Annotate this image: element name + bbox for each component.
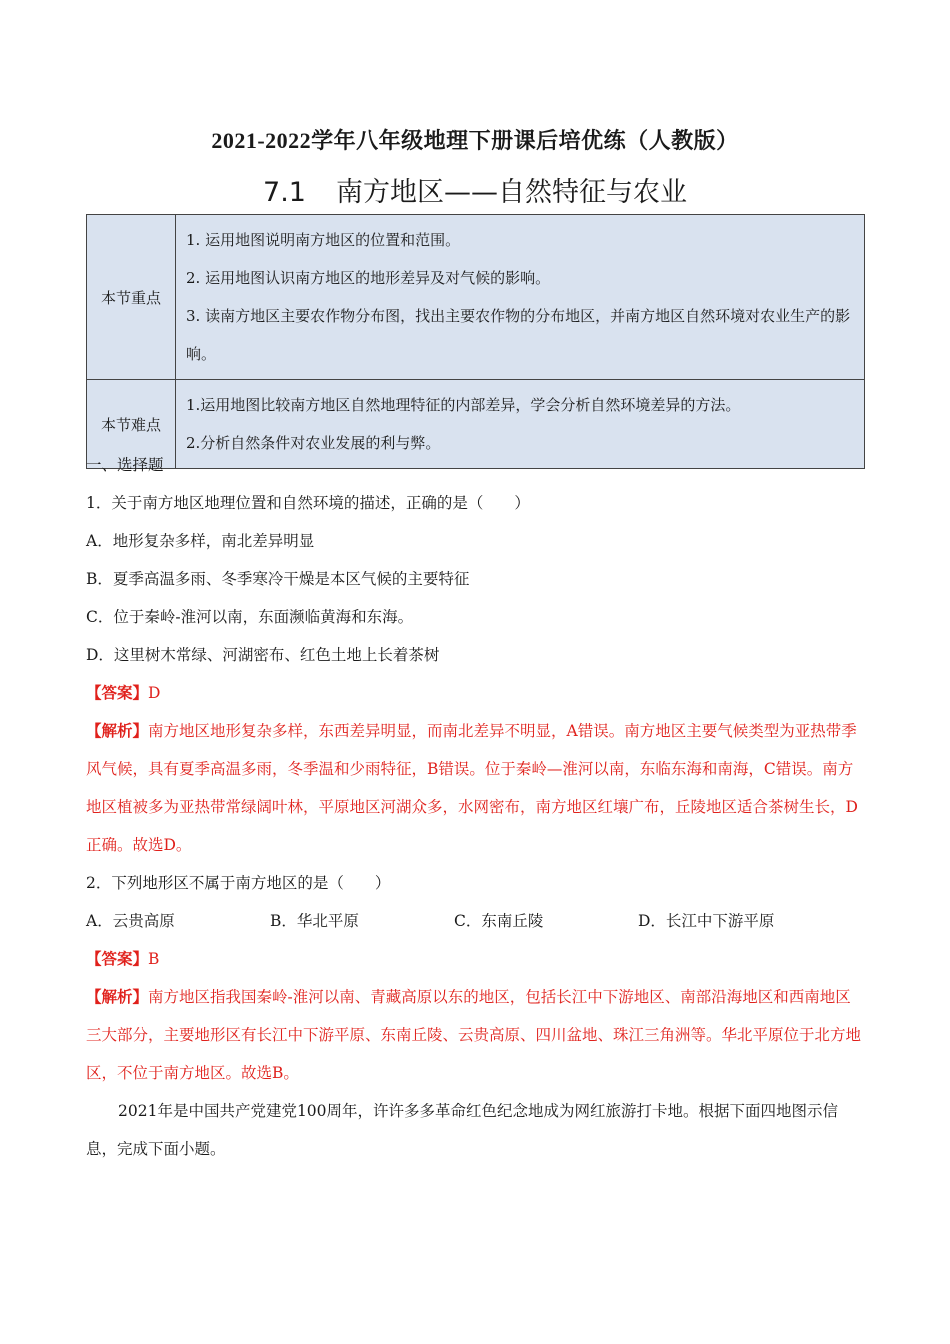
q1-option-a: A．地形复杂多样，南北差异明显	[86, 532, 315, 550]
q2-option-b: B．华北平原	[270, 912, 359, 930]
key-points-label: 本节重点	[87, 215, 176, 380]
answer-value: D	[148, 684, 161, 702]
section-title	[0, 170, 950, 209]
key-point-item: 2. 运用地图认识南方地区的地形差异及对气候的影响。	[186, 269, 551, 287]
analysis-text: 南方地区指我国秦岭-淮河以南、青藏高原以东的地区，包括长江中下游地区、南部沿海地区和西南地区三大部分，主要地形区有长江中下游平原、东南丘陵、云贵高原、四川盆地、珠江三角洲等。华北平原位于北方地区，不位于南方地区。故选B。	[86, 988, 862, 1082]
q2-option-c: C．东南丘陵	[454, 912, 544, 930]
q1-analysis	[86, 712, 866, 864]
key-points-content	[176, 215, 865, 380]
section-number: 7.1	[263, 177, 306, 208]
difficult-point-item: 2.分析自然条件对农业发展的利与弊。	[186, 434, 441, 452]
section-name: 南方地区——自然特征与农业	[335, 177, 687, 208]
q2-options	[86, 910, 866, 932]
analysis-tag: 【解析】	[86, 987, 149, 1006]
answer-value: B	[148, 950, 160, 968]
document-title: 2021-2022学年八年级地理下册课后培优练（人教版）	[211, 128, 739, 153]
q2-option-d: D．长江中下游平原	[638, 912, 775, 930]
q2-analysis	[86, 978, 866, 1092]
difficult-points-label: 本节难点	[87, 380, 176, 469]
q1-option-c: C．位于秦岭-淮河以南，东面濒临黄海和东海。	[86, 608, 414, 626]
q2-stem: 2．下列地形区不属于南方地区的是（ ）	[86, 874, 391, 892]
q2-option-a: A．云贵高原	[86, 912, 175, 930]
analysis-text: 南方地区地形复杂多样，东西差异明显，而南北差异不明显，A错误。南方地区主要气候类型为亚热带季风气候，具有夏季高温多雨，冬季温和少雨特征，B错误。位于秦岭—淮河以南，东临东海和南海，C错误。南方地区植被多为亚热带常绿阔叶林，平原地区河湖众多，水网密布，南方地区红壤广布，丘陵地区适合茶树生长，D正确。故选D。	[86, 722, 858, 854]
key-point-item: 3. 读南方地区主要农作物分布图，找出主要农作物的分布地区，并南方地区自然环境对农业生产的影响。	[186, 307, 851, 363]
q1-option-d: D．这里树木常绿、河湖密布、红色土地上长着茶树	[86, 646, 440, 664]
section-heading: 一、选择题	[86, 456, 164, 474]
analysis-tag: 【解析】	[86, 721, 149, 740]
q1-stem: 1．关于南方地区地理位置和自然环境的描述，正确的是（ ）	[86, 494, 530, 512]
q1-answer	[86, 682, 866, 704]
answer-tag: 【答案】	[86, 949, 149, 968]
objectives-table	[86, 214, 865, 469]
q2-answer	[86, 948, 866, 970]
key-point-item: 1. 运用地图说明南方地区的位置和范围。	[186, 231, 461, 249]
difficult-point-item: 1.运用地图比较南方地区自然地理特征的内部差异，学会分析自然环境差异的方法。	[186, 396, 741, 414]
material-intro: 2021年是中国共产党建党100周年，许许多多革命红色纪念地成为网红旅游打卡地。根据下面四地图示信息，完成下面小题。	[86, 1102, 839, 1158]
q1-option-b: B．夏季高温多雨、冬季寒冷干燥是本区气候的主要特征	[86, 570, 470, 588]
key-points-row	[87, 215, 865, 380]
answer-tag: 【答案】	[86, 683, 149, 702]
